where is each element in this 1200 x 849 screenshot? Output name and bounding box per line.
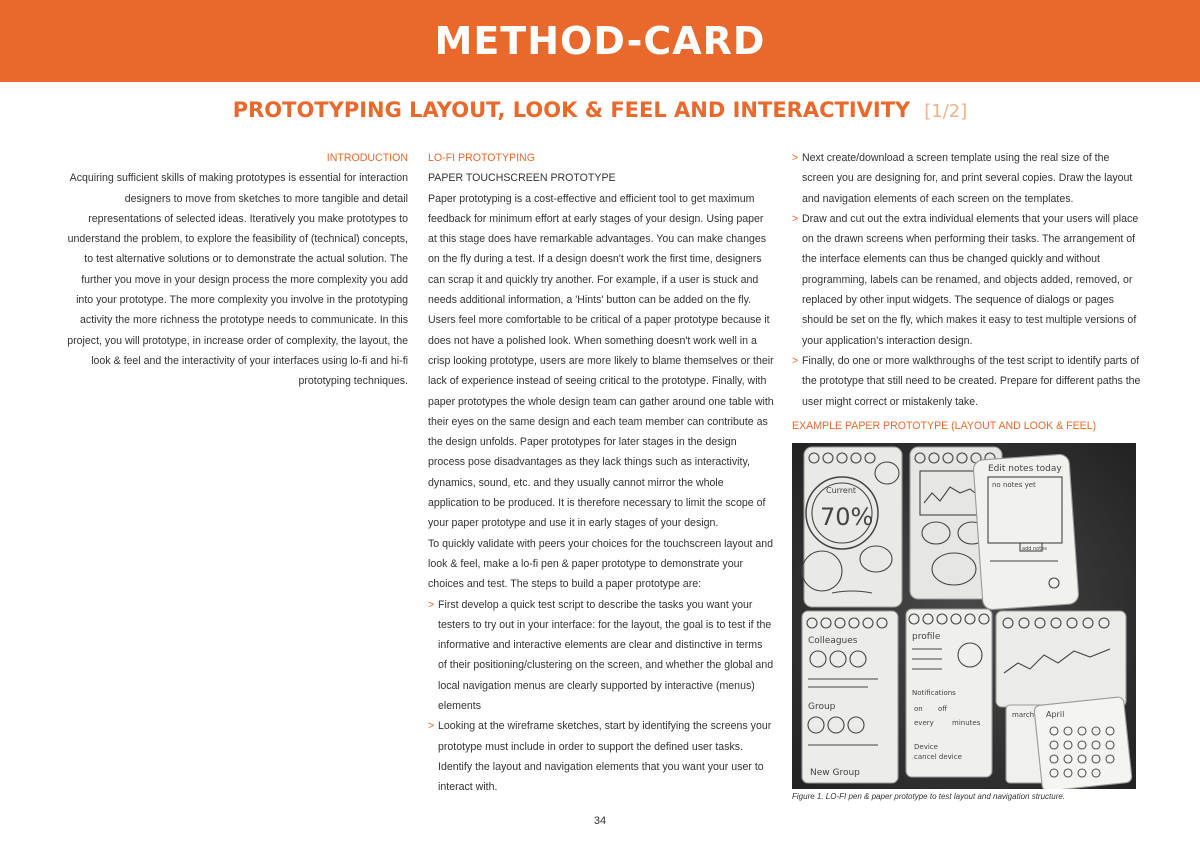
lofi-heading: LO-FI PROTOTYPING xyxy=(428,152,535,164)
sketch-label: every xyxy=(914,719,934,727)
sketch-label: off xyxy=(938,705,948,713)
sketch-label: cancel device xyxy=(914,753,962,761)
introduction-column xyxy=(62,148,408,392)
page-title: METHOD-CARD xyxy=(434,19,766,63)
steps-column xyxy=(792,148,1142,436)
subtitle-text: PROTOTYPING LAYOUT, LOOK & FEEL AND INTERACTIVITY xyxy=(232,98,911,122)
example-heading: EXAMPLE PAPER PROTOTYPE (LAYOUT AND LOOK & FEEL) xyxy=(792,419,1097,432)
sketch-screen-current xyxy=(802,447,902,607)
sketch-screen-calendar xyxy=(996,611,1132,789)
sketch-label: 70% xyxy=(820,503,874,531)
lofi-paragraph-2: To quickly validate with peers your choices for the touchscreen layout and look & feel, make a lo-fi pen & paper prototype to demonstrate your choices and test. The steps to build a paper prototype are: xyxy=(428,537,774,591)
sketch-label: Group xyxy=(808,702,836,712)
card-subtitle xyxy=(0,98,1200,122)
sketch-label: minutes xyxy=(952,719,981,727)
header-banner xyxy=(0,0,1200,82)
page-number: 34 xyxy=(593,815,607,827)
step-item: > Looking at the wireframe sketches, start by identifying the screens your prototype must include in order to support the defined user tasks. Identify the layout and navigation elements that you want your user to interact with. xyxy=(428,716,774,797)
sketch-label: Edit notes today xyxy=(988,464,1062,474)
figure-caption: Figure 1. LO-FI pen & paper prototype to test layout and navigation structure. xyxy=(792,792,1066,801)
sketch-label: on xyxy=(914,705,923,713)
paper-prototype-photo xyxy=(792,443,1136,789)
sketch-label: Colleagues xyxy=(808,636,858,646)
sketch-label: Current xyxy=(826,486,857,495)
sketch-label: march xyxy=(1012,711,1035,719)
sketch-label: Device xyxy=(914,743,938,751)
sketch-label: Notifications xyxy=(912,689,956,697)
sketch-label: profile xyxy=(912,632,941,642)
sketch-screen-profile xyxy=(906,609,992,777)
lofi-subheading: PAPER TOUCHSCREEN PROTOTYPE xyxy=(428,172,616,185)
sketch-label: add notes xyxy=(1022,546,1047,552)
subtitle-page-marker: [1/2] xyxy=(924,101,968,122)
sketch-label: April xyxy=(1046,710,1065,719)
step-item: > Next create/download a screen template using the real size of the screen you are designing for, and print several copies. Draw the layout and navigation elements of each screen on the templates. xyxy=(792,148,1142,209)
step-item: > Draw and cut out the extra individual elements that your users will place on the drawn screens when performing their tasks. The arrangement of the interface elements can thus be changed quickly and without programming, labels can be renamed, and objects added, removed, or replaced by other input widgets. The sequence of dialogs or pages should be set on the fly, which makes it easy to test multiple versions of your application's interaction design. xyxy=(792,209,1142,351)
intro-heading: INTRODUCTION xyxy=(326,152,408,164)
step-item: > Finally, do one or more walkthroughs of the test script to identify parts of the prototype that still need to be created. Prepare for different paths the user might correct or mistakenly take. xyxy=(792,351,1142,412)
lofi-paragraph-1: Paper prototyping is a cost-effective and efficient tool to get maximum feedback for minimum effort at early stages of your design. Using paper at this stage does have remarkable advantages. You can make changes on the fly during a test. If a design doesn't work the first time, designers can scrap it and quickly try another. For example, if a user is stuck and needs additional information, a 'Hints' button can be added on the fly. Users feel more comfortable to be critical of a paper prototype because it does not have a polished look. When something doesn't work well in a crisp looking prototype, users are more likely to blame themselves or their lack of experience instead of seeing critical to the prototype. Finally, with paper prototypes the whole design team can gather around one table with their eyes on the same design and each team member can contribute as the design unfolds. Paper prototypes for later stages in the design process pose disadvantages as they lack things such as interactivity, dynamics, sound, etc. and they usually cannot mirror the whole application to be produced. It is therefore necessary to limit the scope of your paper prototype and use it in early stages of your design. xyxy=(428,192,774,530)
sketch-screen-colleagues xyxy=(802,611,898,783)
step-item: > First develop a quick test script to describe the tasks you want your testers to try out in your interface: for the layout, the goal is to test if the informative and interactive elements are clear and distinctive in terms of their positioning/clustering on the screen, and whether the global and local navigation menus are clearly supported by interactive (menus) elements xyxy=(428,595,774,717)
lofi-column xyxy=(428,148,774,798)
intro-body: Acquiring sufficient skills of making prototypes is essential for interaction designers to move from sketches to more tangible and detail representations of selected ideas. Iteratively you make prototypes to understand the problem, to explore the feasibility of (technical) concepts, to test alternative solutions or to demonstrate the actual solution. The further you move in your design process the more complexity you add into your prototype. The more complexity you involve in the prototyping activity the more richness the prototype needs to communicate. In this project, you will prototype, in increase order of complexity, the layout, the look & feel and the interactivity of your interfaces using lo-fi and hi-fi prototyping techniques. xyxy=(67,172,408,388)
sketch-screen-notes xyxy=(973,454,1079,610)
sketch-label: New Group xyxy=(810,768,860,778)
sketch-label: no notes yet xyxy=(992,481,1036,489)
